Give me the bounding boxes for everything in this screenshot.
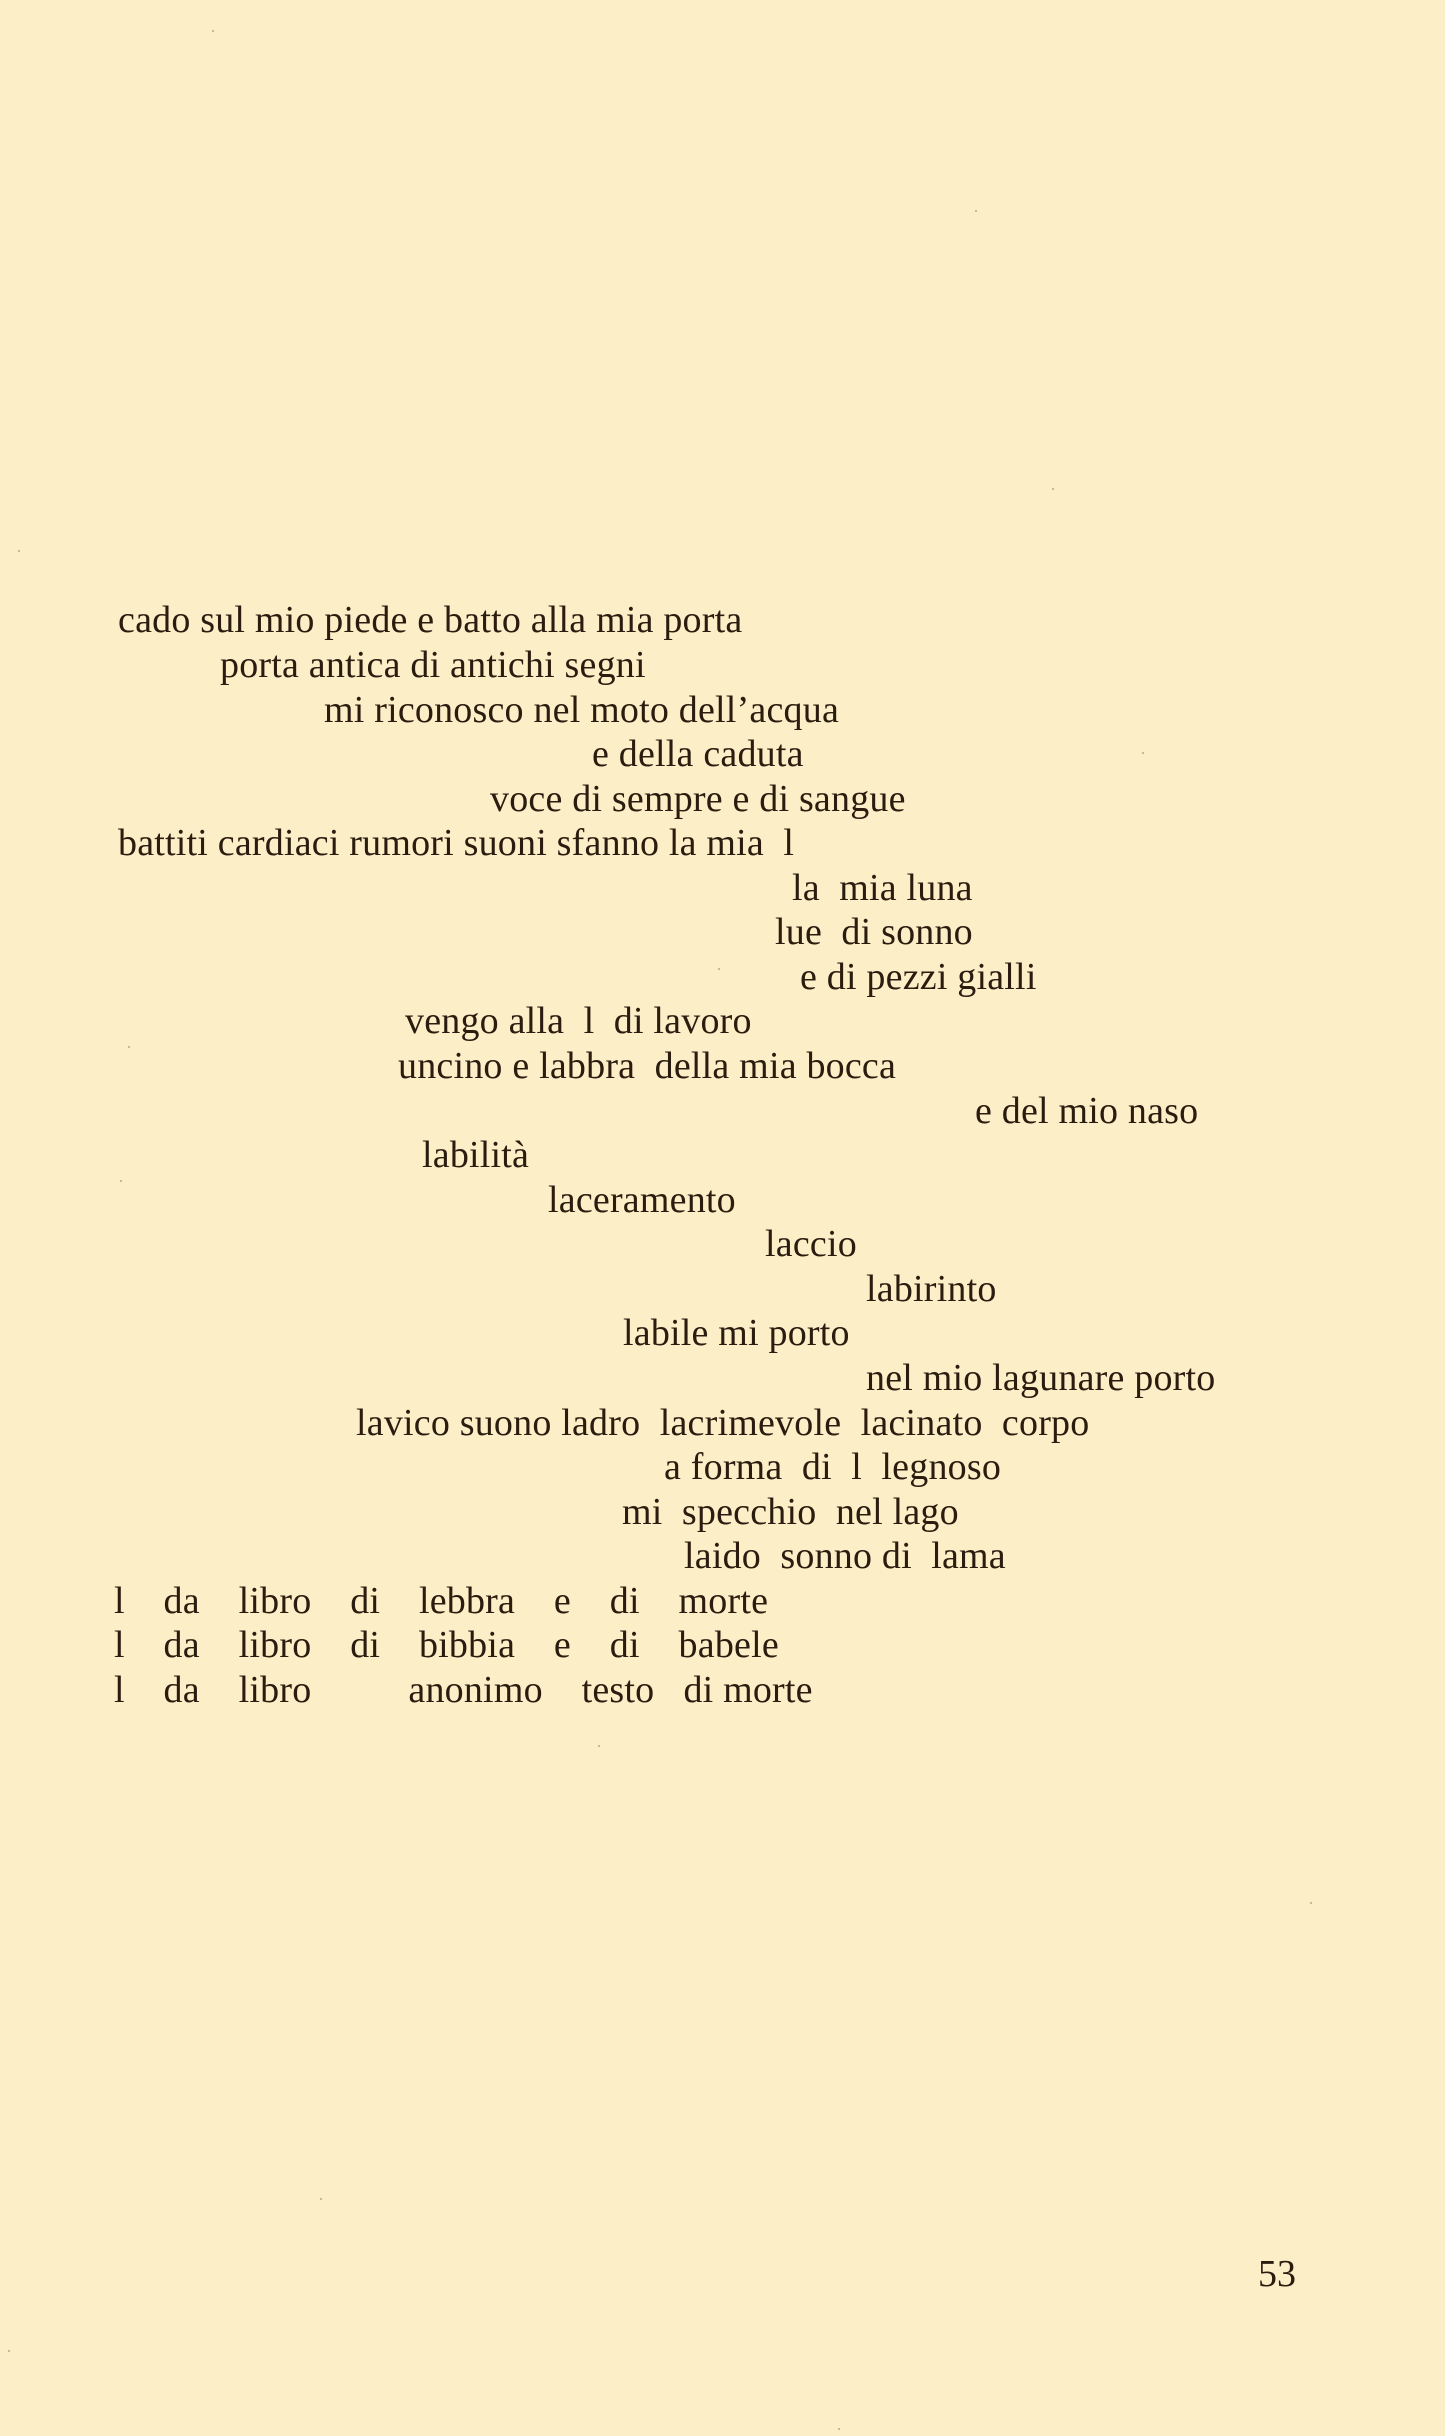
poem-line: lue di sonno (775, 911, 973, 953)
scan-speck (8, 2350, 10, 2352)
poem-line: porta antica di antichi segni (220, 644, 646, 686)
poem-line: la mia luna (792, 867, 973, 909)
scan-speck (320, 2198, 322, 2200)
poem-line: labile mi porto (623, 1312, 850, 1354)
scan-speck (598, 1745, 600, 1747)
poem-line: battiti cardiaci rumori suoni sfanno la mia l (118, 822, 795, 864)
poem-line: voce di sempre e di sangue (490, 778, 906, 820)
scan-speck (128, 1046, 130, 1048)
poem-line: labilità (422, 1134, 530, 1176)
poem-line: e di pezzi gialli (800, 956, 1037, 998)
scan-speck (718, 968, 720, 970)
scan-speck (1142, 752, 1144, 754)
poem-line: mi specchio nel lago (622, 1491, 959, 1533)
poem-line: l da libro anonimo testo di morte (114, 1669, 813, 1711)
scan-speck (18, 550, 20, 552)
poem-line: vengo alla l di lavoro (405, 1000, 752, 1042)
poem-line: lavico suono ladro lacrimevole lacinato corpo (356, 1402, 1090, 1444)
poem-line: l da libro di bibbia e di babele (114, 1624, 779, 1666)
scan-speck (212, 30, 214, 32)
poem-line: e della caduta (592, 733, 804, 775)
poem-line: laceramento (548, 1179, 736, 1221)
page-number: 53 (1258, 2253, 1296, 2295)
poem-line: labirinto (866, 1268, 997, 1310)
poem-line: mi riconosco nel moto dell’acqua (324, 689, 840, 731)
scan-speck (1310, 1902, 1312, 1904)
scan-speck (838, 2428, 840, 2430)
poem-line: laccio (765, 1223, 857, 1265)
poem-line: nel mio lagunare porto (866, 1357, 1216, 1399)
poem-line: l da libro di lebbra e di morte (114, 1580, 769, 1622)
scan-speck (1052, 488, 1054, 490)
poem-line: cado sul mio piede e batto alla mia porta (118, 599, 743, 641)
poem-line: e del mio naso (975, 1090, 1199, 1132)
poem-line: a forma di l legnoso (664, 1446, 1002, 1488)
poem-line: uncino e labbra della mia bocca (398, 1045, 897, 1087)
scan-speck (975, 210, 977, 212)
scan-speck (120, 1180, 122, 1182)
poem-line: laido sonno di lama (684, 1535, 1006, 1577)
